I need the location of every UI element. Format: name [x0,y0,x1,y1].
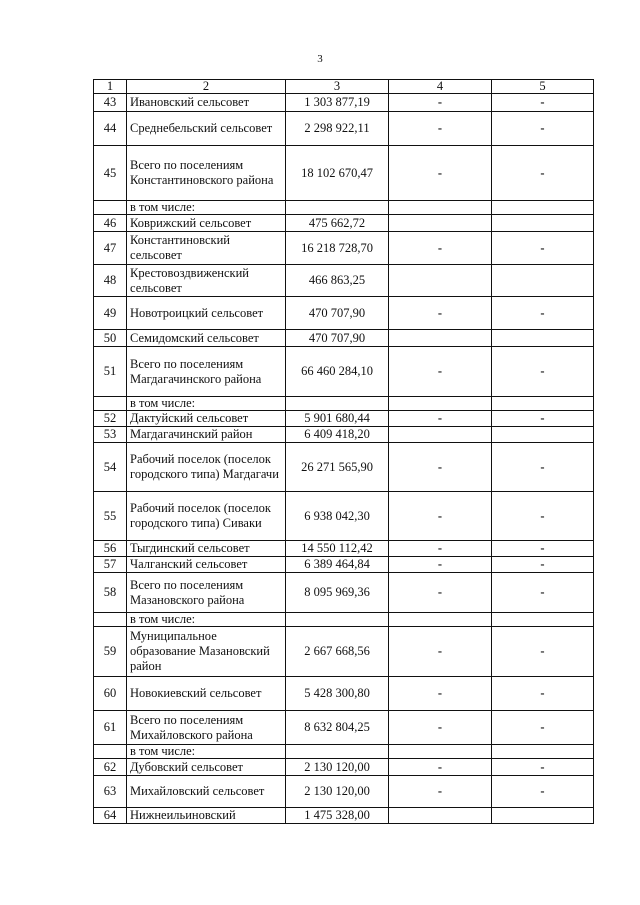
row-value: 8 632 804,25 [286,711,389,745]
row-number: 58 [94,573,127,613]
row-col5: - [492,573,594,613]
row-value [286,613,389,627]
row-col4: - [389,347,492,397]
row-name: Константиновский сельсовет [127,232,286,265]
table-row [94,613,594,627]
row-number: 50 [94,330,127,347]
row-name: Чалганский сельсовет [127,557,286,573]
header-row [94,80,594,94]
row-number: 62 [94,759,127,776]
row-col5: - [492,711,594,745]
table-row [94,94,594,112]
table-row [94,677,594,711]
row-name: Дубовский сельсовет [127,759,286,776]
row-col4: - [389,557,492,573]
row-col4: - [389,112,492,146]
row-col5: - [492,297,594,330]
row-name: Муниципальное образование Мазановский район [127,627,286,677]
row-number: 61 [94,711,127,745]
row-col4: - [389,573,492,613]
row-col5 [492,427,594,443]
row-col4: - [389,677,492,711]
row-value: 14 550 112,42 [286,541,389,557]
row-value: 466 863,25 [286,265,389,297]
row-col4: - [389,146,492,201]
row-name: Ивановский сельсовет [127,94,286,112]
table-row [94,627,594,677]
table-row [94,265,594,297]
row-value: 2 130 120,00 [286,759,389,776]
row-number: 53 [94,427,127,443]
row-col5: - [492,443,594,492]
row-value: 26 271 565,90 [286,443,389,492]
row-name: Всего по поселениям Магдагачинского района [127,347,286,397]
table-row [94,745,594,759]
row-col5: - [492,232,594,265]
table-row [94,112,594,146]
row-number: 55 [94,492,127,541]
row-value: 1 475 328,00 [286,808,389,824]
row-col4: - [389,232,492,265]
row-value: 2 298 922,11 [286,112,389,146]
row-value [286,745,389,759]
table-row [94,808,594,824]
row-col5: - [492,411,594,427]
row-col4: - [389,776,492,808]
row-name: Всего по поселениям Михайловского района [127,711,286,745]
row-col5: - [492,677,594,711]
row-value [286,201,389,215]
table-row [94,776,594,808]
row-col5: - [492,492,594,541]
row-number: 47 [94,232,127,265]
row-col5 [492,397,594,411]
row-col5 [492,613,594,627]
row-value: 18 102 670,47 [286,146,389,201]
row-number [94,613,127,627]
row-col4: - [389,443,492,492]
budget-table [93,79,594,824]
row-number: 64 [94,808,127,824]
table-row [94,541,594,557]
row-number: 51 [94,347,127,397]
row-col5 [492,745,594,759]
row-col4: - [389,297,492,330]
row-number: 57 [94,557,127,573]
row-col4 [389,397,492,411]
row-value: 2 130 120,00 [286,776,389,808]
row-col4: - [389,411,492,427]
row-value: 470 707,90 [286,297,389,330]
row-name: в том числе: [127,201,286,215]
row-number [94,397,127,411]
header-cell: 5 [492,80,594,94]
row-col4: - [389,627,492,677]
table-row [94,411,594,427]
row-col5 [492,265,594,297]
row-value: 5 901 680,44 [286,411,389,427]
table-row [94,297,594,330]
table-row [94,201,594,215]
row-name: Рабочий поселок (поселок городского типа) Сиваки [127,492,286,541]
row-col4 [389,215,492,232]
row-col4 [389,745,492,759]
row-col4: - [389,759,492,776]
row-value: 8 095 969,36 [286,573,389,613]
header-cell: 2 [127,80,286,94]
table-row [94,492,594,541]
row-col5: - [492,759,594,776]
row-value [286,397,389,411]
table-row [94,146,594,201]
row-name: Среднебельский сельсовет [127,112,286,146]
row-value: 1 303 877,19 [286,94,389,112]
row-value: 6 938 042,30 [286,492,389,541]
header-cell: 4 [389,80,492,94]
row-col5 [492,201,594,215]
row-number: 52 [94,411,127,427]
row-col5: - [492,776,594,808]
table-row [94,573,594,613]
row-col4: - [389,711,492,745]
row-number [94,201,127,215]
row-value: 475 662,72 [286,215,389,232]
row-col5: - [492,347,594,397]
row-col5: - [492,541,594,557]
row-number: 59 [94,627,127,677]
table-row [94,232,594,265]
header-cell: 1 [94,80,127,94]
row-col4 [389,808,492,824]
table-row [94,557,594,573]
row-col4: - [389,492,492,541]
row-number: 46 [94,215,127,232]
row-name: Рабочий поселок (поселок городского типа) Магдагачи [127,443,286,492]
row-name: Новотроицкий сельсовет [127,297,286,330]
table-row [94,427,594,443]
row-number: 60 [94,677,127,711]
table-row [94,215,594,232]
row-name: Всего по поселениям Мазановского района [127,573,286,613]
table-row [94,711,594,745]
row-number [94,745,127,759]
row-number: 43 [94,94,127,112]
row-name: Коврижский сельсовет [127,215,286,232]
header-cell: 3 [286,80,389,94]
row-value: 5 428 300,80 [286,677,389,711]
row-name: Магдагачинский район [127,427,286,443]
row-col5: - [492,627,594,677]
row-name: Семидомский сельсовет [127,330,286,347]
row-name: Тыгдинский сельсовет [127,541,286,557]
row-name: Новокиевский сельсовет [127,677,286,711]
row-col5: - [492,557,594,573]
row-name: в том числе: [127,397,286,411]
table-row [94,330,594,347]
row-col4: - [389,94,492,112]
table-row [94,759,594,776]
page-number: 3 [317,53,323,65]
row-value: 66 460 284,10 [286,347,389,397]
row-col4: - [389,541,492,557]
row-col5 [492,808,594,824]
row-number: 45 [94,146,127,201]
row-number: 63 [94,776,127,808]
row-number: 48 [94,265,127,297]
row-col5 [492,330,594,347]
row-col5: - [492,146,594,201]
row-name: Дактуйский сельсовет [127,411,286,427]
row-value: 470 707,90 [286,330,389,347]
row-name: в том числе: [127,745,286,759]
row-name: Нижнеильиновский [127,808,286,824]
row-col5: - [492,94,594,112]
row-number: 49 [94,297,127,330]
row-value: 6 389 464,84 [286,557,389,573]
row-name: Михайловский сельсовет [127,776,286,808]
row-name: Крестовоздвиженский сельсовет [127,265,286,297]
row-number: 54 [94,443,127,492]
table-row [94,397,594,411]
row-value: 2 667 668,56 [286,627,389,677]
row-col4 [389,613,492,627]
row-col4 [389,201,492,215]
table-row [94,347,594,397]
row-col4 [389,427,492,443]
row-name: Всего по поселениям Константиновского района [127,146,286,201]
row-col5: - [492,112,594,146]
row-col5 [492,215,594,232]
row-col4 [389,265,492,297]
row-value: 16 218 728,70 [286,232,389,265]
row-number: 44 [94,112,127,146]
row-number: 56 [94,541,127,557]
row-col4 [389,330,492,347]
table-row [94,443,594,492]
row-name: в том числе: [127,613,286,627]
row-value: 6 409 418,20 [286,427,389,443]
